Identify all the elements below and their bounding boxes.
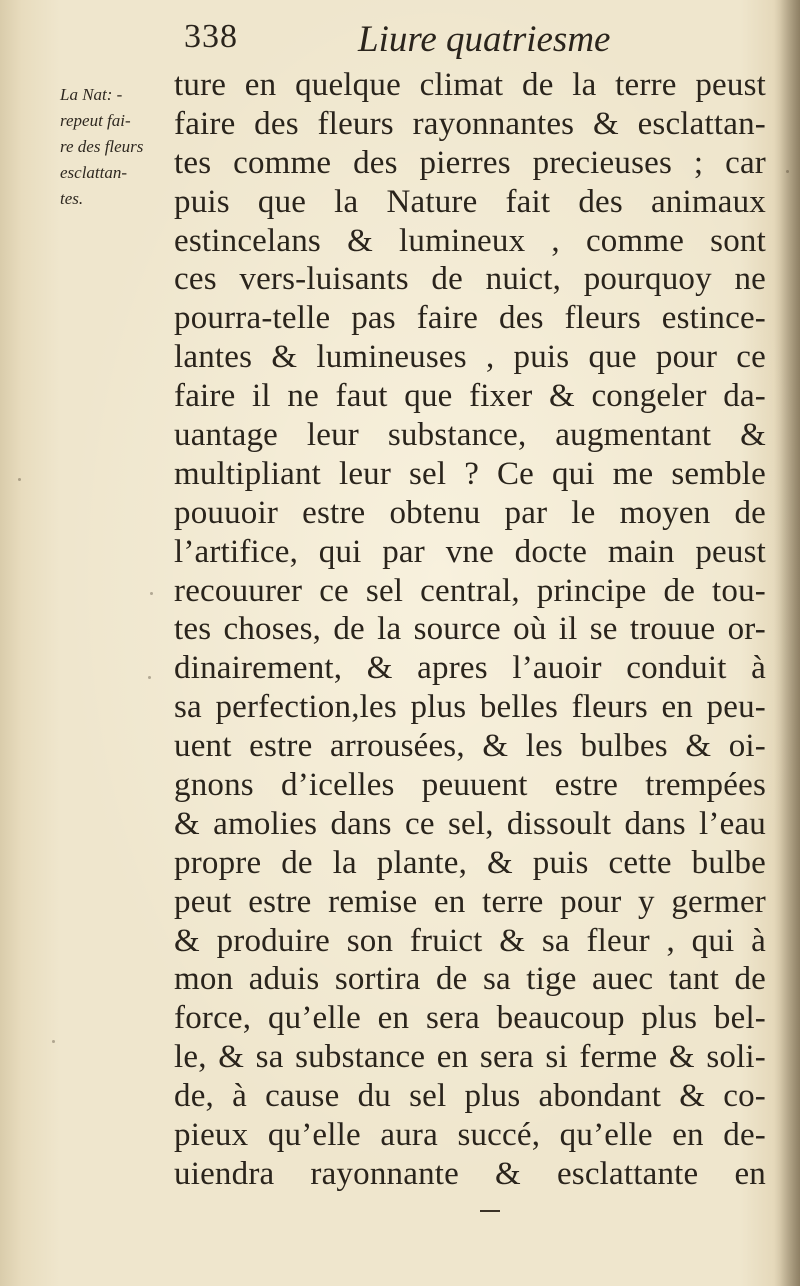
text-line: uiendra rayonnante & esclattante en [174,1155,766,1192]
text-line: gnons d’icelles peuuent estre trempées [174,767,766,804]
text-line: mon aduis sortira de sa tige auec tant de [174,961,766,998]
running-head: Liure quatriesme [358,19,611,60]
text-line: le, & sa substance en sera si ferme & soli- [174,1039,766,1076]
spine-shadow [774,0,800,1286]
page-header [170,14,770,64]
text-line: estincelans & lumineux , comme sont [174,222,766,259]
marginal-note-line: La Nat: - [60,85,123,104]
text-line: uantage leur substance, augmentant & [174,417,766,454]
text-line: pouuoir estre obtenu par le moyen de [174,494,766,531]
text-line: sa perfection,les plus belles fleurs en peu- [174,689,766,726]
text-line: tes choses, de la source où il se trouue or- [174,611,766,648]
text-line: pieux qu’elle aura succé, qu’elle en de- [174,1117,766,1154]
ink-speck [786,170,789,173]
text-line: pourra-telle pas faire des fleurs estince- [174,300,766,337]
ink-speck [150,592,153,595]
marginal-note-line: tes. [60,189,84,208]
body-text [174,66,766,1194]
page-number: 338 [184,18,238,55]
marginal-note [60,82,178,212]
ink-speck [52,1040,55,1043]
text-line: recouurer ce sel central, principe de tou- [174,572,766,609]
marginal-note-line: repeut fai- [60,111,131,130]
text-line: & produire son fruict & sa fleur , qui à [174,922,766,959]
underline-mark [480,1200,500,1212]
text-line: l’artifice, qui par vne docte main peust [174,533,766,570]
text-line: puis que la Nature fait des animaux [174,183,766,220]
text-line: de, à cause du sel plus abondant & co- [174,1078,766,1115]
text-line: uent estre arrousées, & les bulbes & oi- [174,728,766,765]
text-line: tes comme des pierres precieuses ; car [174,144,766,181]
marginal-note-line: re des fleurs [60,137,144,156]
ink-speck [148,676,151,679]
text-line: force, qu’elle en sera beaucoup plus bel- [174,1000,766,1037]
text-line: faire des fleurs rayonnantes & esclattan- [174,105,766,142]
ink-speck [18,478,21,481]
text-line: multipliant leur sel ? Ce qui me semble [174,455,766,492]
text-line: lantes & lumineuses , puis que pour ce [174,339,766,376]
text-line: faire il ne faut que fixer & congeler da- [174,378,766,415]
text-line: & amolies dans ce sel, dissoult dans l’eau [174,805,766,842]
text-line: peut estre remise en terre pour y germer [174,883,766,920]
text-line: ces vers-luisants de nuict, pourquoy ne [174,261,766,298]
text-line: ture en quelque climat de la terre peust [174,67,766,103]
text-line: propre de la plante, & puis cette bulbe [174,844,766,881]
marginal-note-line: esclattan- [60,163,128,182]
text-line: dinairement, & apres l’auoir conduit à [174,650,766,687]
